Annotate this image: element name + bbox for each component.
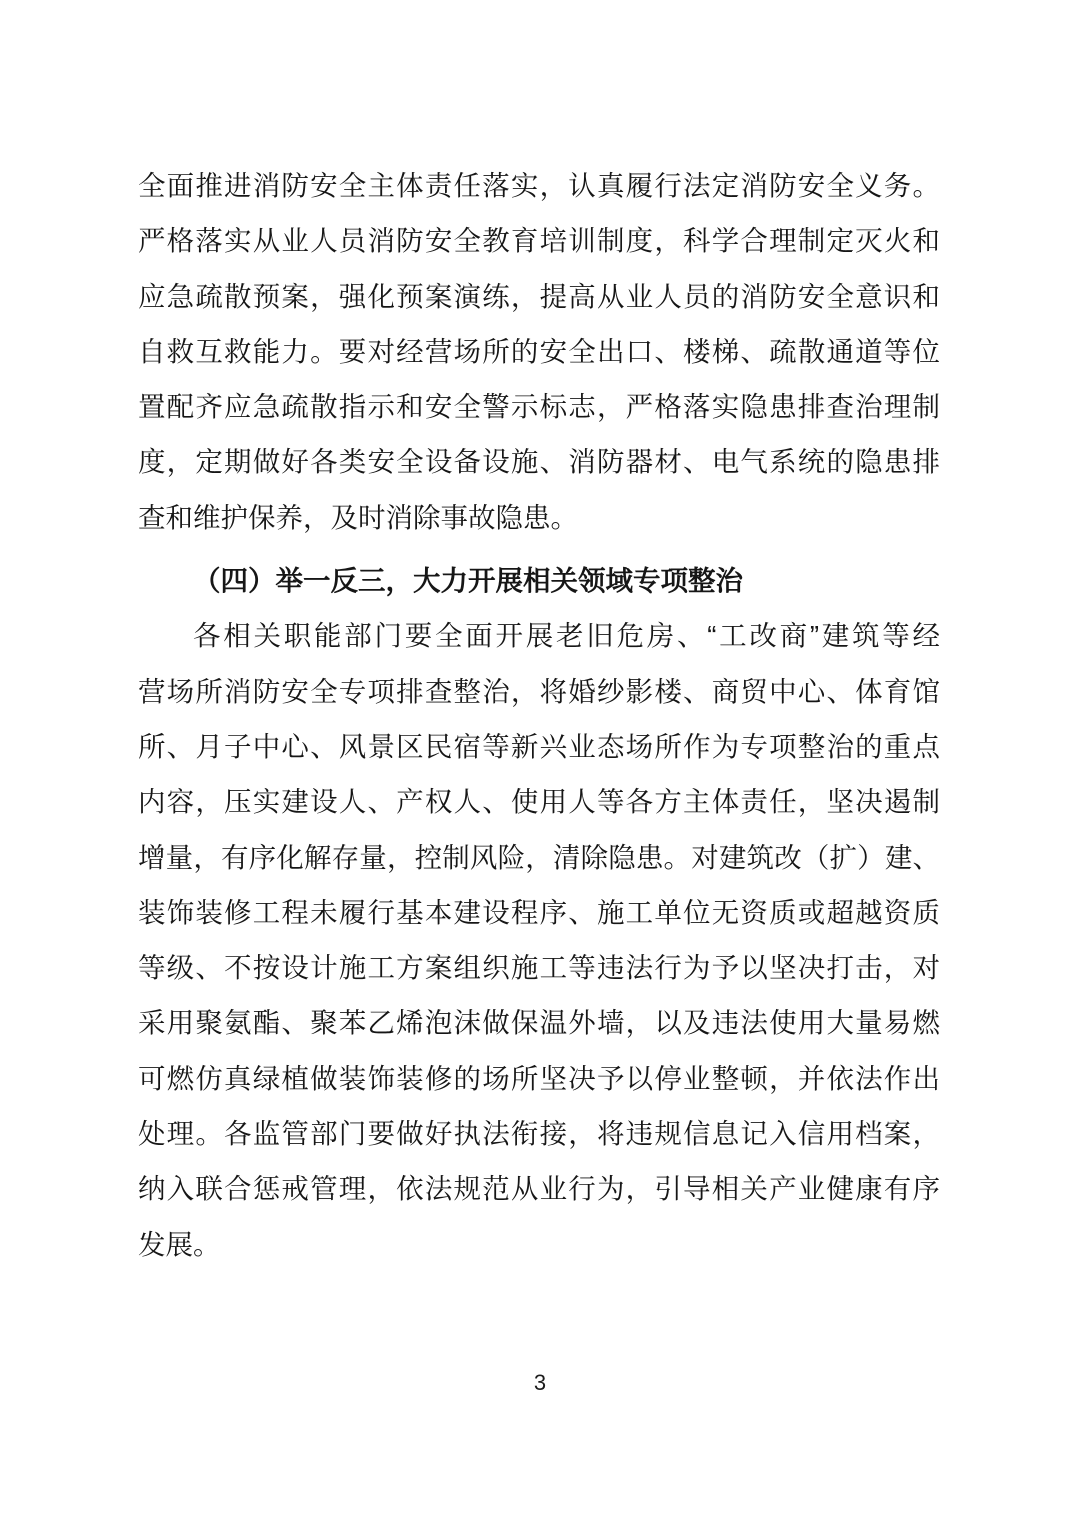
- page-number: 3: [533, 1370, 547, 1395]
- text-line: 严格落实从业人员消防安全教育培训制度，科学合理制定灭火和: [138, 225, 940, 257]
- body-text: [138, 158, 940, 1272]
- text-line: 处理。各监管部门要做好执法衔接，将违规信息记入信用档案，: [138, 1118, 940, 1150]
- text-line: 营场所消防安全专项排查整治，将婚纱影楼、商贸中心、体育馆: [138, 675, 940, 707]
- text-line: 等级、不按设计施工方案组织施工等违法行为予以坚决打击，对: [138, 952, 940, 984]
- text-line: 纳入联合惩戒管理，依法规范从业行为，引导相关产业健康有序: [138, 1173, 940, 1205]
- section-heading: （四）举一反三，大力开展相关领域专项整治: [193, 565, 743, 597]
- text-line: 发展。: [138, 1228, 221, 1260]
- text-line: 可燃仿真绿植做装饰装修的场所坚决予以停业整顿，并依法作出: [138, 1062, 940, 1094]
- text-line: 所、月子中心、风景区民宿等新兴业态场所作为专项整治的重点: [138, 730, 940, 762]
- text-line: 自救互救能力。要对经营场所的安全出口、楼梯、疏散通道等位: [138, 335, 940, 367]
- text-line: 查和维护保养，及时消除事故隐患。: [138, 501, 578, 533]
- text-line: 内容，压实建设人、产权人、使用人等各方主体责任，坚决遏制: [138, 786, 940, 818]
- text-line: 置配齐应急疏散指示和安全警示标志，严格落实隐患排查治理制: [138, 391, 940, 423]
- text-line: 采用聚氨酯、聚苯乙烯泡沫做保温外墙，以及违法使用大量易燃: [138, 1007, 940, 1039]
- text-line: 各相关职能部门要全面开展老旧危房、“工改商”建筑等经: [193, 620, 940, 652]
- paragraph-1: [138, 158, 940, 545]
- text-line: 度，定期做好各类安全设备设施、消防器材、电气系统的隐患排: [138, 446, 940, 478]
- paragraph-2: [138, 608, 940, 1272]
- text-line: 增量，有序化解存量，控制风险，清除隐患。对建筑改（扩）建、: [138, 841, 940, 873]
- text-line: 应急疏散预案，强化预案演练，提高从业人员的消防安全意识和: [138, 280, 940, 312]
- text-line: 装饰装修工程未履行基本建设程序、施工单位无资质或超越资质: [138, 896, 940, 928]
- text-line: 全面推进消防安全主体责任落实，认真履行法定消防安全义务。: [138, 170, 940, 201]
